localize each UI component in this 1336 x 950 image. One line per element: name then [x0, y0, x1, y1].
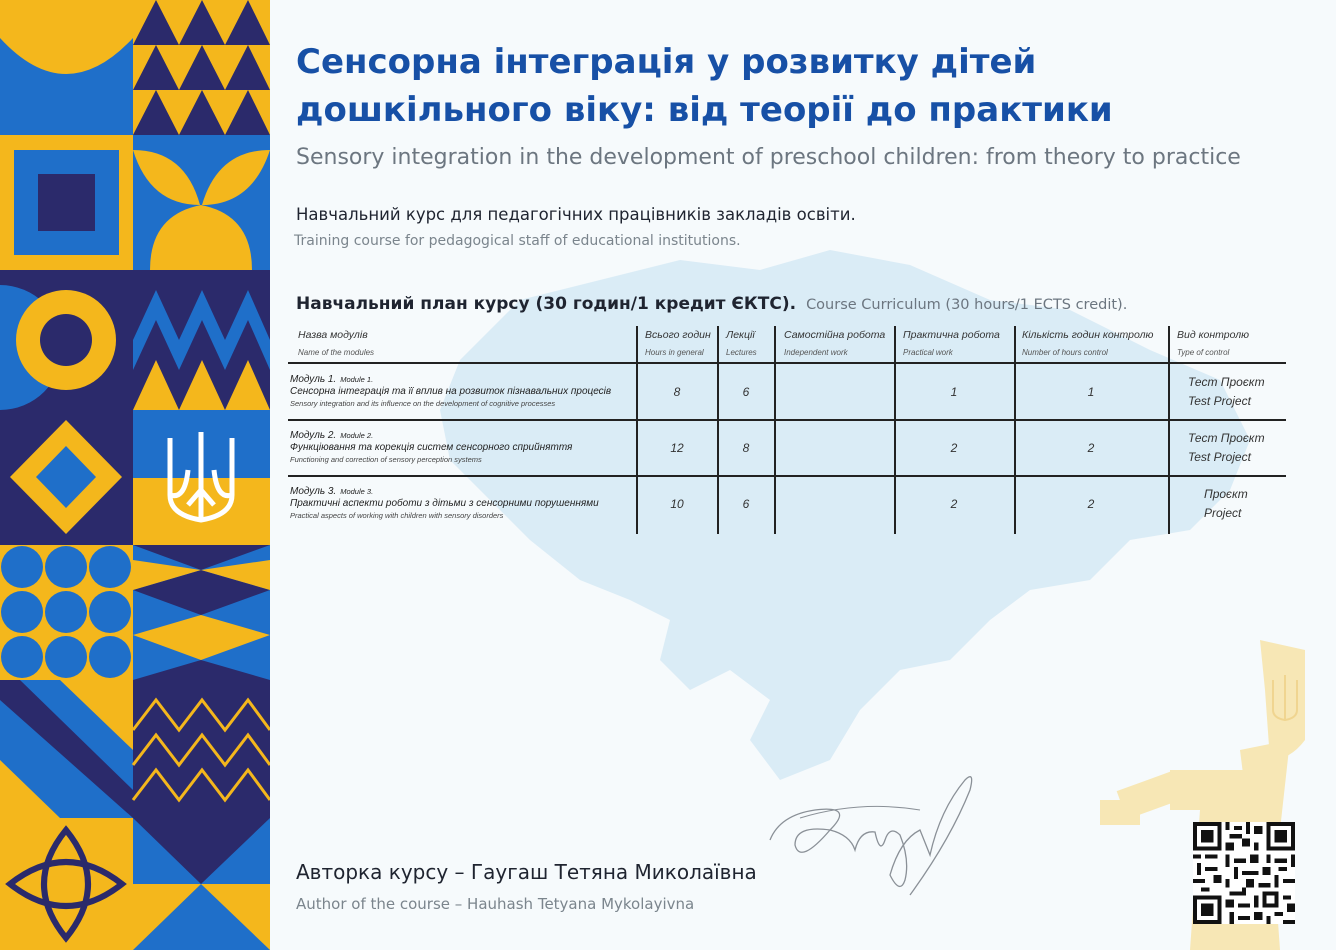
page-title	[296, 38, 1296, 134]
table-rule	[894, 326, 896, 534]
qr-code-icon[interactable]	[1193, 822, 1295, 924]
curriculum-title: Навчальний план курсу (30 годин/1 кредит ЄКТС).	[296, 294, 797, 314]
column-header: Всього годин Hours in general	[645, 329, 711, 357]
curriculum-title-en: Course Curriculum (30 hours/1 ECTS credit).	[806, 297, 1128, 313]
column-header: Практична робота Practical work	[903, 329, 1000, 357]
control-type: Проєкт Project	[1204, 487, 1248, 520]
practical-hours: 1	[950, 385, 958, 399]
column-header: Вид контролю Type of control	[1177, 329, 1250, 357]
table-rule	[1014, 326, 1016, 534]
title-line-2: дошкільного віку: від теорії до практики	[296, 90, 1113, 130]
course-description: Навчальний курс для педагогічних працівників закладів освіти.	[296, 205, 856, 224]
column-header: Кількість годин контролю Number of hours control	[1022, 329, 1154, 357]
control-hours: 1	[1087, 385, 1095, 399]
curriculum-table	[288, 326, 1286, 534]
lecture-hours: 6	[742, 497, 750, 511]
course-description-en: Training course for pedagogical staff of educational institutions.	[294, 233, 741, 249]
title-line-1: Сенсорна інтеграція у розвитку дітей	[296, 42, 1037, 82]
author-name: Авторка курсу – Гаугаш Тетяна Миколаївна	[296, 860, 757, 884]
total-hours: 10	[670, 497, 684, 511]
module-cell: Модуль 3. Module 3. Практичні аспекти роботи з дітьми з сенсорними порушеннями Practical aspects of working with children with sensory disorders	[290, 486, 599, 520]
control-type: Тест Проєкт Test Project	[1188, 375, 1265, 408]
module-cell: Модуль 2. Module 2. Функціювання та корекція систем сенсорного сприйняття Functioning and correction of sensory perception systems	[290, 430, 573, 464]
signature-image	[760, 770, 1000, 900]
table-rule	[288, 362, 1286, 364]
ornament-panel	[0, 0, 270, 950]
author-name-en: Author of the course – Hauhash Tetyana Mykolayivna	[296, 895, 695, 913]
control-hours: 2	[1087, 441, 1095, 455]
total-hours: 8	[673, 385, 681, 399]
module-cell: Модуль 1. Module 1. Сенсорна інтеграція та її вплив на розвиток пізнавальних процесів Sensory integration and its influence on the development of cognitive processes	[290, 374, 612, 408]
column-header: Лекції Lectures	[726, 329, 757, 357]
total-hours: 12	[670, 441, 684, 455]
control-hours: 2	[1087, 497, 1095, 511]
column-header: Назва модулів Name of the modules	[298, 329, 375, 357]
subtitle-en: Sensory integration in the development of preschool children: from theory to practice	[296, 145, 1241, 170]
table-rule	[288, 475, 1286, 477]
curriculum-heading	[296, 294, 1127, 314]
table-rule	[774, 326, 776, 534]
practical-hours: 2	[950, 441, 958, 455]
table-rule	[636, 326, 638, 534]
practical-hours: 2	[950, 497, 958, 511]
table-rule	[288, 419, 1286, 421]
lecture-hours: 6	[742, 385, 750, 399]
table-rule	[1168, 326, 1170, 534]
column-header: Самостійна робота Independent work	[784, 329, 886, 357]
lecture-hours: 8	[742, 441, 750, 455]
control-type: Тест Проєкт Test Project	[1188, 431, 1265, 464]
table-rule	[717, 326, 719, 534]
